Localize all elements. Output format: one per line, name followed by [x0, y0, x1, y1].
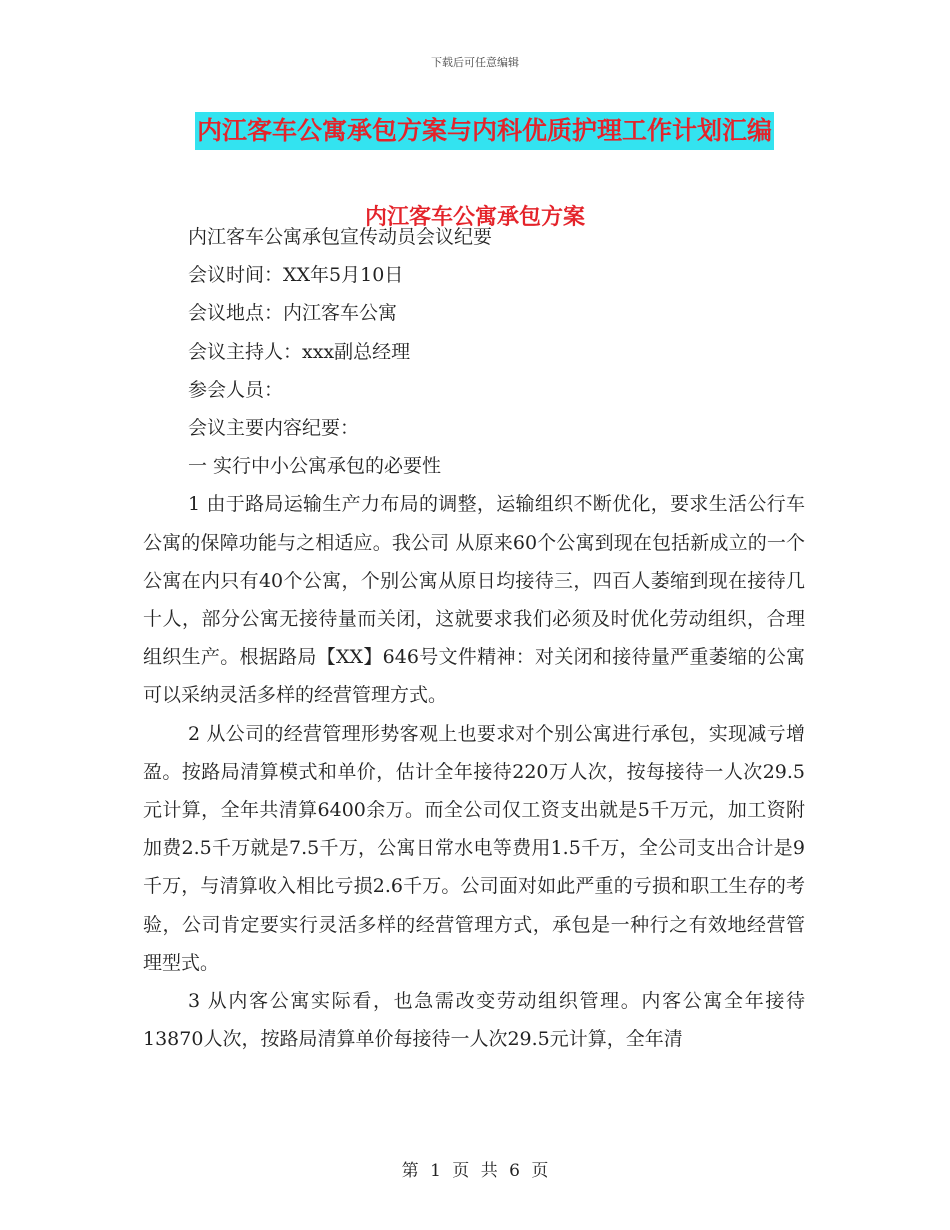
meeting-minutes-title: 内江客车公寓承包宣传动员会议纪要 — [188, 226, 493, 248]
page-number-footer: 第 1 页 共 6 页 — [401, 1161, 549, 1181]
meeting-location: 会议地点：内江客车公寓 — [188, 302, 398, 325]
section-heading-necessity: 一 实行中小公寓承包的必要性 — [188, 455, 442, 478]
paragraph-1: 1 由于路局运输生产力布局的调整，运输组织不断优化，要求生活公行车公寓的保障功能与之相适应。我公司 从原来60个公寓到现在包括新成立的一个公寓在内只有40个公寓，个别公寓从原日均接待三，四百人萎缩到现在接待几十人，部分公寓无接待量而关闭，这就要求我们必须及时优化劳动组织，合理组织生产。根据路局【XX】646号文件精神：对关闭和接待量严重萎缩的公寓可以采纳灵活多样的经营管理方式。 — [143, 493, 805, 707]
meeting-host: 会议主持人：xxx副总经理 — [188, 340, 411, 363]
paragraph-3: 3 从内客公寓实际看，也急需改变劳动组织管理。内客公寓全年接待13870人次，按路局清算单价每接待一人次29.5元计算，全年清 — [143, 990, 805, 1051]
meeting-summary-heading: 会议主要内容纪要： — [188, 417, 360, 440]
document-title: 内江客车公寓承包方案与内科优质护理工作计划汇编 — [195, 112, 774, 150]
section-title: 内江客车公寓承包方案 — [364, 205, 585, 230]
document-body — [143, 218, 805, 1058]
meeting-time: 会议时间：XX年5月10日 — [188, 264, 404, 287]
paragraph-2: 2 从公司的经营管理形势客观上也要求对个别公寓进行承包，实现减亏增盈。按路局清算模式和单价，估计全年接待220万人次，按每接待一人次29.5元计算，全年共清算6400余万。而全公司仅工资支出就是5千万元，加工资附加费2.5千万就是7.5千万，公寓日常水电等费用1.5千万，全公司支出合计是9千万，与清算收入相比亏损2.6千万。公司面对如此严重的亏损和职工生存的考验，公司肯定要实行灵活多样的经营管理方式，承包是一种行之有效地经营管理型式。 — [143, 722, 805, 974]
meeting-attendees: 参会人员： — [188, 378, 284, 401]
header-note: 下载后可任意编辑 — [431, 56, 519, 69]
